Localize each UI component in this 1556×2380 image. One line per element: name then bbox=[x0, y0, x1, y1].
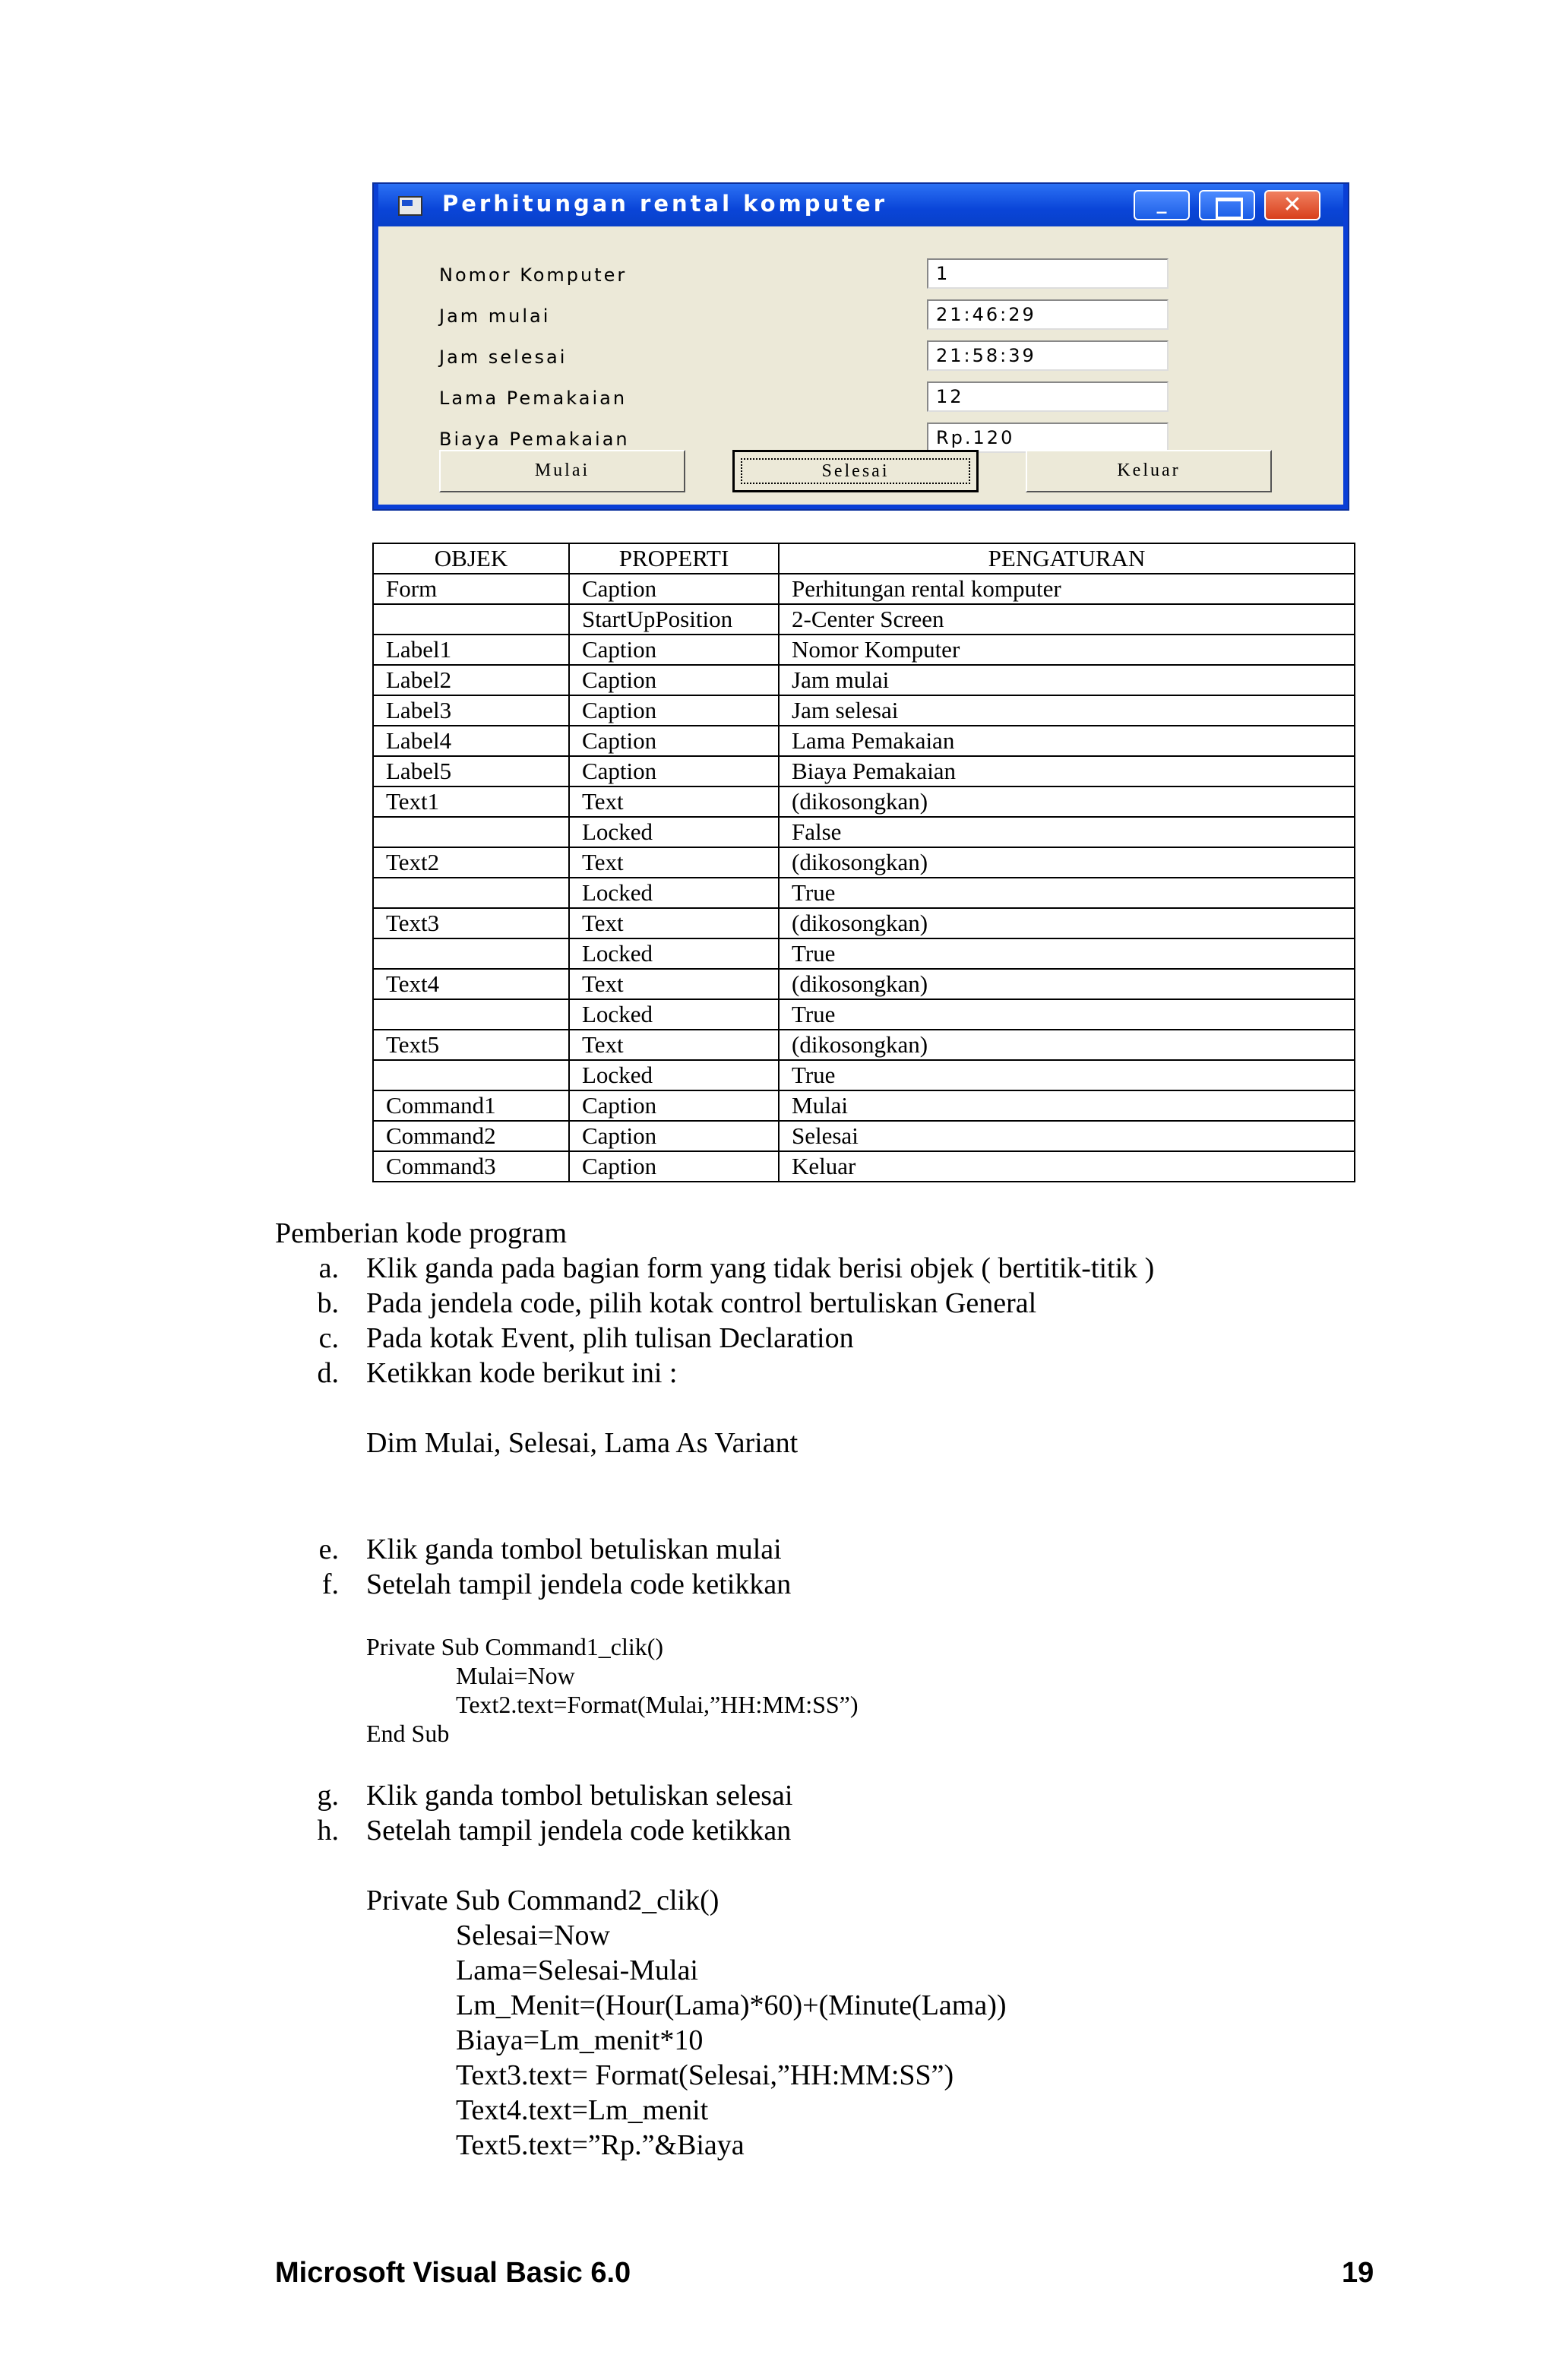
label-biaya-pemakaian: Biaya Pemakaian bbox=[439, 429, 630, 450]
cell-pengaturan: Perhitungan rental komputer bbox=[779, 574, 1355, 604]
section-title: Pemberian kode program bbox=[275, 1217, 568, 1249]
cell-objek: Form bbox=[373, 574, 569, 604]
minimize-button[interactable]: _ bbox=[1134, 190, 1190, 220]
code-line: Selesai=Now bbox=[456, 1920, 610, 1951]
cell-properti: StartUpPosition bbox=[569, 604, 779, 635]
list-marker: g. bbox=[317, 1780, 339, 1812]
text-biaya-pemakaian[interactable]: Rp.120 bbox=[927, 423, 1169, 453]
cell-pengaturan: (dikosongkan) bbox=[779, 969, 1355, 999]
cell-pengaturan: Lama Pemakaian bbox=[779, 726, 1355, 756]
code-line: Mulai=Now bbox=[456, 1662, 575, 1689]
cell-objek: Text1 bbox=[373, 786, 569, 817]
cell-properti: Caption bbox=[569, 695, 779, 726]
cell-properti: Caption bbox=[569, 1090, 779, 1121]
list-marker: b. bbox=[317, 1287, 339, 1319]
text-nomor-komputer[interactable]: 1 bbox=[927, 258, 1169, 289]
code-line: End Sub bbox=[366, 1720, 450, 1747]
cell-properti: Text bbox=[569, 969, 779, 999]
text-jam-selesai[interactable]: 21:58:39 bbox=[927, 340, 1169, 371]
cell-objek bbox=[373, 1060, 569, 1090]
list-item: Pada kotak Event, plih tulisan Declaration bbox=[366, 1322, 854, 1354]
table-row bbox=[373, 635, 1355, 665]
cell-objek: Label2 bbox=[373, 665, 569, 695]
cell-objek: Command3 bbox=[373, 1151, 569, 1182]
cell-pengaturan: Mulai bbox=[779, 1090, 1355, 1121]
cell-properti: Caption bbox=[569, 756, 779, 786]
table-row bbox=[373, 756, 1355, 786]
selesai-button[interactable]: Selesai bbox=[732, 450, 979, 492]
maximize-button[interactable] bbox=[1199, 190, 1255, 220]
table-row bbox=[373, 1090, 1355, 1121]
code-line: Private Sub Command2_clik() bbox=[366, 1885, 719, 1916]
cell-pengaturan: Keluar bbox=[779, 1151, 1355, 1182]
vb-form-window bbox=[372, 182, 1349, 511]
code-line: Biaya=Lm_menit*10 bbox=[456, 2024, 704, 2056]
list-item: Klik ganda tombol betuliskan selesai bbox=[366, 1780, 793, 1812]
list-item: Klik ganda pada bagian form yang tidak berisi objek ( bertitik-titik ) bbox=[366, 1252, 1155, 1284]
list-marker: c. bbox=[318, 1322, 339, 1354]
cell-properti: Caption bbox=[569, 1151, 779, 1182]
list-item: Pada jendela code, pilih kotak control bertuliskan General bbox=[366, 1287, 1037, 1319]
window-title: Perhitungan rental komputer bbox=[442, 191, 888, 217]
cell-properti: Text bbox=[569, 908, 779, 938]
cell-properti: Text bbox=[569, 847, 779, 878]
cell-properti: Text bbox=[569, 786, 779, 817]
list-marker: d. bbox=[317, 1357, 339, 1389]
header-pengaturan: PENGATURAN bbox=[779, 543, 1355, 574]
code-line: Private Sub Command1_clik() bbox=[366, 1633, 664, 1660]
cell-pengaturan: Biaya Pemakaian bbox=[779, 756, 1355, 786]
header-properti: PROPERTI bbox=[569, 543, 779, 574]
cell-properti: Locked bbox=[569, 1060, 779, 1090]
cell-properti: Caption bbox=[569, 665, 779, 695]
footer-book-title: Microsoft Visual Basic 6.0 bbox=[275, 2257, 631, 2289]
cell-pengaturan: True bbox=[779, 938, 1355, 969]
cell-pengaturan: (dikosongkan) bbox=[779, 908, 1355, 938]
list-item: Setelah tampil jendela code ketikkan bbox=[366, 1568, 792, 1600]
cell-properti: Text bbox=[569, 1030, 779, 1060]
cell-objek bbox=[373, 817, 569, 847]
cell-pengaturan: 2-Center Screen bbox=[779, 604, 1355, 635]
cell-objek: Command1 bbox=[373, 1090, 569, 1121]
label-lama-pemakaian: Lama Pemakaian bbox=[439, 388, 628, 409]
cell-objek: Label1 bbox=[373, 635, 569, 665]
cell-pengaturan: Jam selesai bbox=[779, 695, 1355, 726]
list-marker: e. bbox=[318, 1533, 339, 1565]
text-lama-pemakaian[interactable]: 12 bbox=[927, 381, 1169, 412]
form-icon bbox=[398, 196, 422, 216]
code-line: Text3.text= Format(Selesai,”HH:MM:SS”) bbox=[456, 2059, 954, 2091]
close-button[interactable]: ✕ bbox=[1264, 190, 1320, 220]
table-row bbox=[373, 786, 1355, 817]
cell-pengaturan: True bbox=[779, 1060, 1355, 1090]
table-row bbox=[373, 1060, 1355, 1090]
table-row bbox=[373, 847, 1355, 878]
header-objek: OBJEK bbox=[373, 543, 569, 574]
window-titlebar bbox=[378, 184, 1343, 226]
list-marker: f. bbox=[321, 1568, 339, 1600]
cell-properti: Caption bbox=[569, 574, 779, 604]
table-row bbox=[373, 695, 1355, 726]
code-declaration: Dim Mulai, Selesai, Lama As Variant bbox=[366, 1427, 799, 1459]
cell-objek bbox=[373, 938, 569, 969]
page-number: 19 bbox=[1342, 2257, 1374, 2289]
code-line: Text5.text=”Rp.”&Biaya bbox=[456, 2129, 745, 2161]
list-item: Klik ganda tombol betuliskan mulai bbox=[366, 1533, 782, 1565]
code-line: Lama=Selesai-Mulai bbox=[456, 1954, 698, 1986]
table-row bbox=[373, 999, 1355, 1030]
cell-objek: Text2 bbox=[373, 847, 569, 878]
table-header-row bbox=[373, 543, 1355, 574]
property-table bbox=[372, 543, 1355, 1182]
cell-properti: Locked bbox=[569, 999, 779, 1030]
table-row bbox=[373, 1151, 1355, 1182]
code-line: Text4.text=Lm_menit bbox=[456, 2094, 709, 2126]
cell-objek bbox=[373, 604, 569, 635]
cell-properti: Caption bbox=[569, 726, 779, 756]
cell-objek: Text4 bbox=[373, 969, 569, 999]
label-nomor-komputer: Nomor Komputer bbox=[439, 264, 628, 286]
cell-objek: Text5 bbox=[373, 1030, 569, 1060]
list-item: Ketikkan kode berikut ini : bbox=[366, 1357, 678, 1389]
table-row bbox=[373, 938, 1355, 969]
list-marker: h. bbox=[317, 1815, 339, 1847]
list-item: Setelah tampil jendela code ketikkan bbox=[366, 1815, 792, 1847]
label-jam-selesai: Jam selesai bbox=[439, 347, 568, 368]
cell-pengaturan: Nomor Komputer bbox=[779, 635, 1355, 665]
cell-pengaturan: (dikosongkan) bbox=[779, 847, 1355, 878]
cell-objek: Label4 bbox=[373, 726, 569, 756]
cell-pengaturan: Jam mulai bbox=[779, 665, 1355, 695]
cell-objek: Command2 bbox=[373, 1121, 569, 1151]
text-jam-mulai[interactable]: 21:46:29 bbox=[927, 299, 1169, 330]
cell-properti: Locked bbox=[569, 878, 779, 908]
mulai-button[interactable]: Mulai bbox=[439, 450, 685, 492]
table-row bbox=[373, 969, 1355, 999]
cell-pengaturan: False bbox=[779, 817, 1355, 847]
cell-pengaturan: Selesai bbox=[779, 1121, 1355, 1151]
cell-pengaturan: True bbox=[779, 999, 1355, 1030]
table-row bbox=[373, 908, 1355, 938]
cell-pengaturan: (dikosongkan) bbox=[779, 1030, 1355, 1060]
cell-pengaturan: True bbox=[779, 878, 1355, 908]
table-row bbox=[373, 878, 1355, 908]
table-row bbox=[373, 1121, 1355, 1151]
cell-pengaturan: (dikosongkan) bbox=[779, 786, 1355, 817]
cell-objek: Label5 bbox=[373, 756, 569, 786]
table-row bbox=[373, 665, 1355, 695]
cell-properti: Caption bbox=[569, 635, 779, 665]
list-marker: a. bbox=[318, 1252, 339, 1284]
table-row bbox=[373, 726, 1355, 756]
table-row bbox=[373, 574, 1355, 604]
code-line: Text2.text=Format(Mulai,”HH:MM:SS”) bbox=[456, 1691, 859, 1718]
cell-objek bbox=[373, 999, 569, 1030]
table-row bbox=[373, 1030, 1355, 1060]
code-line: Lm_Menit=(Hour(Lama)*60)+(Minute(Lama)) bbox=[456, 1989, 1007, 2021]
keluar-button[interactable]: Keluar bbox=[1026, 450, 1272, 492]
table-row bbox=[373, 817, 1355, 847]
cell-objek bbox=[373, 878, 569, 908]
cell-properti: Caption bbox=[569, 1121, 779, 1151]
cell-objek: Text3 bbox=[373, 908, 569, 938]
cell-objek: Label3 bbox=[373, 695, 569, 726]
table-row bbox=[373, 604, 1355, 635]
cell-properti: Locked bbox=[569, 938, 779, 969]
table-body bbox=[373, 574, 1355, 1182]
label-jam-mulai: Jam mulai bbox=[439, 305, 551, 327]
cell-properti: Locked bbox=[569, 817, 779, 847]
